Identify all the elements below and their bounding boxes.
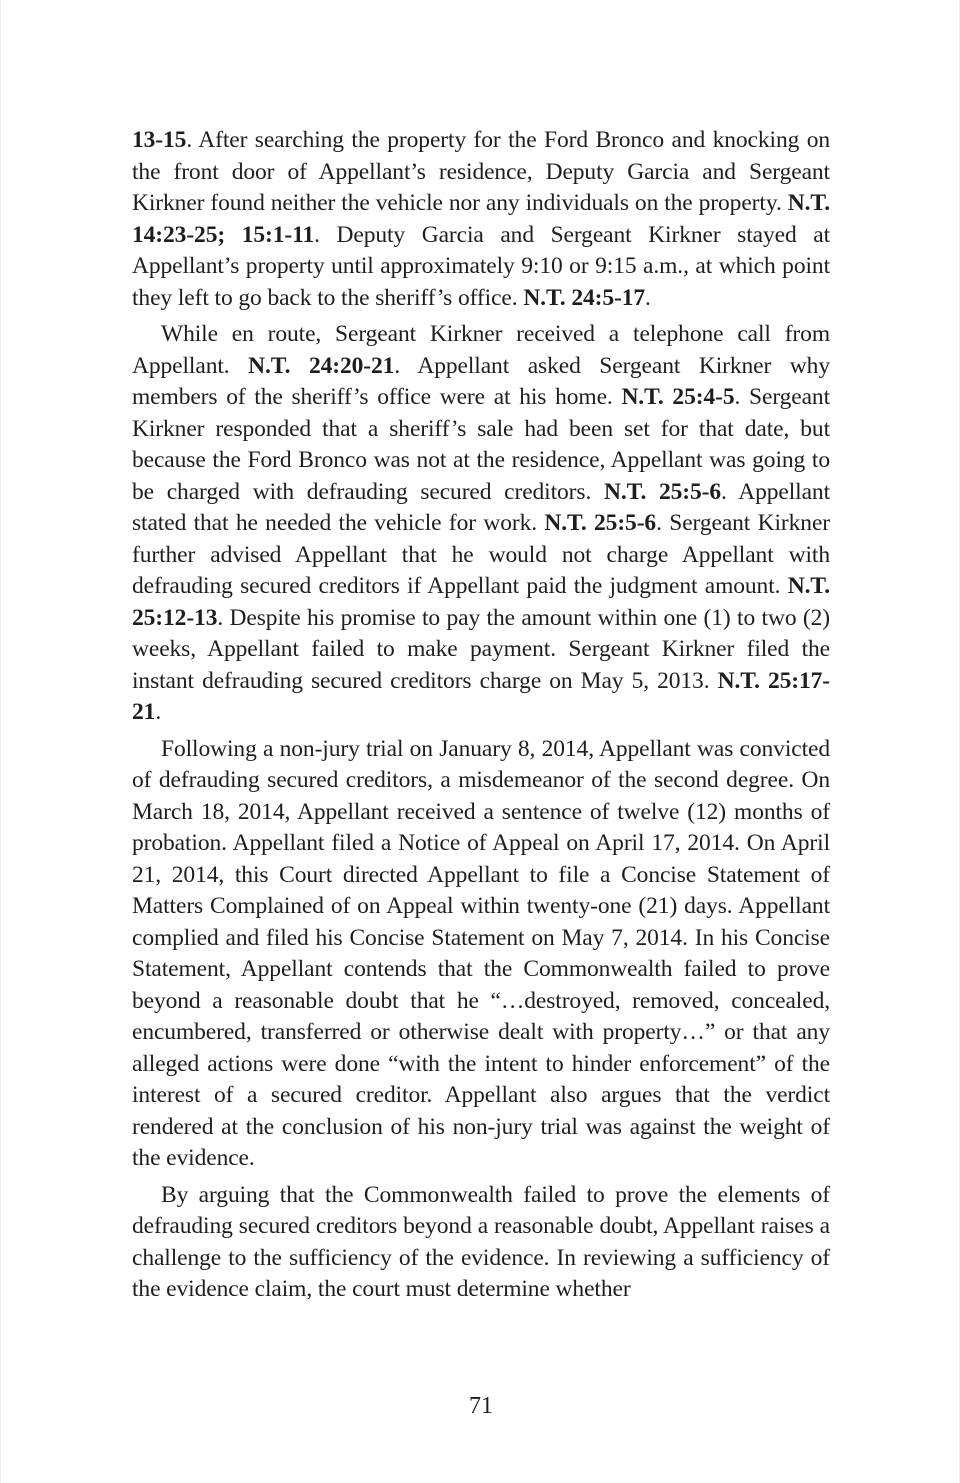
citation: N.T. 25:5-6 — [544, 510, 657, 536]
text-run: . After searching the property for the Ford Bronco and knocking on the front door of Appellant’s residence, Deputy Garcia and Sergeant Kirkner found neither the vehicle nor any individuals on the property. — [132, 127, 830, 216]
text-run: . Sergeant Kirkner further advised Appellant that he would not charge Appellant with defrauding secured creditors if Appellant paid the judgment amount. — [132, 510, 830, 599]
paragraph-1 — [132, 125, 830, 314]
citation: N.T. 25:4-5 — [621, 384, 735, 410]
text-run: . — [645, 284, 651, 311]
text-run: . Appellant asked Sergeant Kirkner why members of the sheriff’s office were at his home. — [132, 352, 830, 410]
text-run: By arguing that the Commonwealth failed to prove the elements of defrauding secured creditors beyond a reasonable doubt, Appellant raises a challenge to the sufficiency of the evidence. In reviewing a sufficiency of the evidence claim, the court must determine whether — [132, 1181, 830, 1302]
paragraph-3 — [132, 734, 830, 1175]
citation: N.T. 24:5-17 — [523, 284, 646, 311]
text-run: While en route, Sergeant Kirkner received a telephone call from Appellant. — [132, 321, 830, 379]
paragraph-2 — [132, 319, 830, 729]
citation: N.T. 25:12-13 — [132, 573, 830, 631]
citation: N.T. 24:20-21 — [248, 352, 395, 379]
text-run: . — [155, 699, 162, 725]
citation: 13-15 — [132, 127, 187, 153]
text-run: . Sergeant Kirkner responded that a sheriff’s sale had been set for that date, but because the Ford Bronco was not at the residence, Appellant was going to be charged with defrauding secured creditors. — [132, 384, 831, 505]
citation: N.T. 25:5-6 — [603, 478, 722, 505]
text-run: . Despite his promise to pay the amount within one (1) to two (2) weeks, Appellant failed to make payment. Sergeant Kirkner filed the instant defrauding secured creditors charge on May 5, 2013. — [132, 604, 830, 694]
citation: N.T. 14:23-25; 15:1-11 — [132, 190, 830, 248]
paragraph-4 — [132, 1180, 830, 1306]
citation: N.T. 25:17-21 — [132, 667, 831, 725]
text-run: . Appellant stated that he needed the vehicle for work. — [132, 478, 830, 536]
text-run: . Deputy Garcia and Sergeant Kirkner stayed at Appellant’s property until approximately 9:10 or 9:15 a.m., at which point they left to go back to the sheriff’s office. — [132, 221, 830, 311]
body-text — [132, 125, 830, 1311]
page-number: 71 — [469, 1393, 493, 1419]
text-run: Following a non-jury trial on January 8, 2014, Appellant was convicted of defrauding secured creditors, a misdemeanor of the second degree. On March 18, 2014, Appellant received a sentence of twelve (12) months of probation. Appellant filed a Notice of Appeal on April 17, 2014. On April 21, 2014, this Court directed Appellant to file a Concise Statement of Matters Complained of on Appeal within twenty-one (21) days. Appellant complied and filed his Concise Statement on May 7, 2014. In his Concise Statement, Appellant contends that the Commonwealth failed to prove beyond a reasonable doubt that he “…destroyed, removed, concealed, encumbered, transferred or otherwise dealt with property…” or that any alleged actions were done “with the intent to hinder enforcement” of the interest of a secured creditor. Appellant also argues that the verdict rendered at the conclusion of his non-jury trial was against the weight of the evidence. — [132, 735, 830, 1171]
